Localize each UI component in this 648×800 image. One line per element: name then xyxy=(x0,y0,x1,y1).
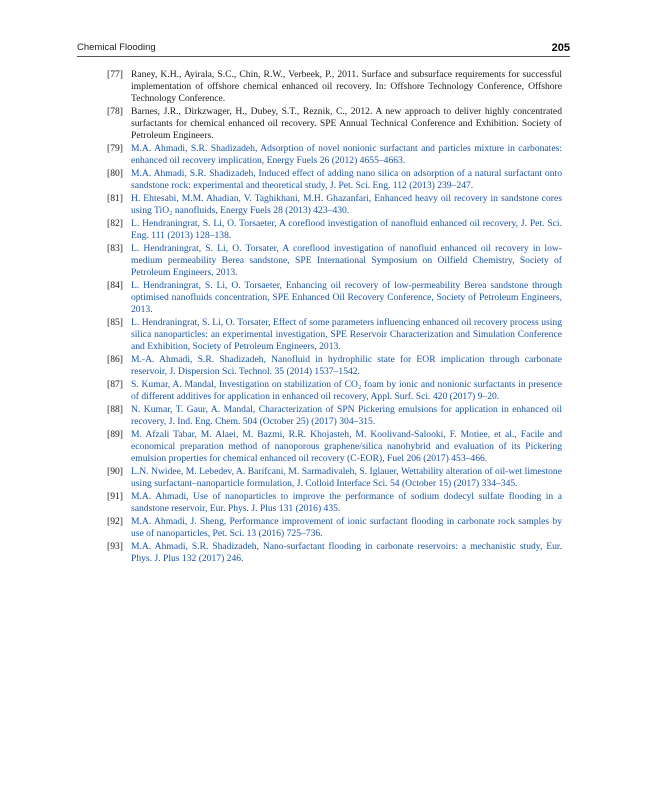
reference-link-text[interactable]: L. Hendraningrat, S. Li, O. Torsater, A coreflood investigation of nanofluid enhanced oil recovery in low-medium permeability Berea sandstone, SPE International Symposium on Oilfield Chemistry, Society of Petroleum Engineers, 2013. xyxy=(131,243,562,278)
reference-item[interactable] xyxy=(107,516,562,540)
reference-number: [80] xyxy=(107,168,123,179)
reference-number: [87] xyxy=(107,379,123,390)
reference-number: [86] xyxy=(107,354,123,365)
reference-number: [93] xyxy=(107,541,123,552)
reference-link-text[interactable]: N. Kumar, T. Gaur, A. Mandal, Characterization of SPN Pickering emulsions for application in enhanced oil recovery, J. Ind. Eng. Chem. 504 (October 25) (2017) 304–315. xyxy=(131,404,562,427)
reference-item[interactable] xyxy=(107,280,562,316)
reference-number: [79] xyxy=(107,143,123,154)
reference-item xyxy=(107,106,562,142)
reference-number: [88] xyxy=(107,404,123,415)
reference-item[interactable] xyxy=(107,168,562,192)
reference-link-text[interactable]: L. Hendraningrat, S. Li, O. Torsaeter, Enhancing oil recovery of low-permeability Berea sandstone through optimised nanofluids concentration, SPE Enhanced Oil Recovery Conference, Society of Petroleum Engineers, 2013. xyxy=(131,280,562,315)
reference-item[interactable] xyxy=(107,379,562,403)
reference-number: [78] xyxy=(107,106,123,117)
reference-link-text[interactable]: M.A. Ahmadi, S.R. Shadizadeh, Induced effect of adding nano silica on adsorption of a natural surfactant onto sandstone rock: experimental and theoretical study, J. Pet. Sci. Eng. 112 (2013) 239–247. xyxy=(131,168,562,191)
running-header xyxy=(77,40,570,57)
page-number: 205 xyxy=(551,42,570,54)
reference-number: [92] xyxy=(107,516,123,527)
reference-link-text[interactable]: S. Kumar, A. Mandal, Investigation on stabilization of CO₂ foam by ionic and nonionic surfactants in presence of different additives for application in enhanced oil recovery, Appl. Surf. Sci. 420 (2017) 9–20. xyxy=(131,379,562,402)
reference-item[interactable] xyxy=(107,317,562,353)
reference-item[interactable] xyxy=(107,404,562,428)
reference-item[interactable] xyxy=(107,193,562,217)
reference-item[interactable] xyxy=(107,429,562,465)
reference-number: [81] xyxy=(107,193,123,204)
reference-number: [89] xyxy=(107,429,123,440)
reference-text: Raney, K.H., Ayirala, S.C., Chin, R.W., Verbeek, P., 2011. Surface and subsurface requirements for successful implementation of offshore chemical enhanced oil recovery. In: Offshore Technology Conference, Offshore Technology Conference. xyxy=(131,69,562,104)
reference-item[interactable] xyxy=(107,143,562,167)
reference-item[interactable] xyxy=(107,541,562,565)
reference-link-text[interactable]: M.-A. Ahmadi, S.R. Shadizadeh, Nanofluid in hydrophilic state for EOR implication through carbonate reservoir, J. Dispersion Sci. Technol. 35 (2014) 1537–1542. xyxy=(131,354,562,377)
reference-item xyxy=(107,69,562,105)
reference-number: [85] xyxy=(107,317,123,328)
reference-item[interactable] xyxy=(107,218,562,242)
reference-number: [83] xyxy=(107,243,123,254)
reference-link-text[interactable]: M.A. Ahmadi, S.R. Shadizadeh, Nano-surfactant flooding in carbonate reservoirs: a mechanistic study, Eur. Phys. J. Plus 132 (2017) 246. xyxy=(131,541,562,564)
reference-item[interactable] xyxy=(107,243,562,279)
reference-link-text[interactable]: L.N. Nwidee, M. Lebedev, A. Barifcani, M. Sarmadivaleh, S. Iglauer, Wettability alteration of oil-wet limestone using surfactant–nanoparticle formulation, J. Colloid Interface Sci. 54 (October 15) (2017) 334–345. xyxy=(131,466,562,489)
reference-number: [91] xyxy=(107,491,123,502)
reference-link-text[interactable]: H. Ehtesabi, M.M. Ahadian, V. Taghikhani, M.H. Ghazanfari, Enhanced heavy oil recovery in sandstone cores using TiO₂ nanofluids, Energy Fuels 28 (2013) 423–430. xyxy=(131,193,562,216)
reference-link-text[interactable]: M.A. Ahmadi, S.R. Shadizadeh, Adsorption of novel nonionic surfactant and particles mixture in carbonates: enhanced oil recovery implication, Energy Fuels 26 (2012) 4655–4663. xyxy=(131,143,562,166)
reference-item[interactable] xyxy=(107,491,562,515)
reference-number: [84] xyxy=(107,280,123,291)
reference-link-text[interactable]: M.A. Ahmadi, Use of nanoparticles to improve the performance of sodium dodecyl sulfate flooding in a sandstone reservoir, Eur. Phys. J. Plus 131 (2016) 435. xyxy=(131,491,562,514)
reference-list xyxy=(107,69,562,566)
reference-number: [90] xyxy=(107,466,123,477)
section-title: Chemical Flooding xyxy=(77,42,156,53)
reference-link-text[interactable]: L. Hendraningrat, S. Li, O. Torsaeter, A coreflood investigation of nanofluid enhanced oil recovery, J. Pet. Sci. Eng. 111 (2013) 128–138. xyxy=(131,218,562,241)
reference-link-text[interactable]: M. Afzali Tabar, M. Alaei, M. Bazmi, R.R. Khojasteh, M. Koolivand-Salooki, F. Motiee, et al., Facile and economical preparation method of nanoporous graphene/silica nanohybrid and evaluation of its Pickering emulsion properties for chemical enhanced oil recovery (C-EOR), Fuel 206 (2017) 453–466. xyxy=(131,429,562,464)
reference-link-text[interactable]: L. Hendraningrat, S. Li, O. Torsater, Effect of some parameters influencing enhanced oil recovery process using silica nanoparticles: an experimental investigation, SPE Reservoir Characterization and Simulation Conference and Exhibition, Society of Petroleum Engineers, 2013. xyxy=(131,317,562,352)
reference-number: [82] xyxy=(107,218,123,229)
reference-number: [77] xyxy=(107,69,123,80)
reference-text: Barnes, J.R., Dirkzwager, H., Dubey, S.T., Reznik, C., 2012. A new approach to deliver highly concentrated surfactants for chemical enhanced oil recovery. SPE Annual Technical Conference and Exhibition. Society of Petroleum Engineers. xyxy=(131,106,562,141)
reference-item[interactable] xyxy=(107,466,562,490)
reference-link-text[interactable]: M.A. Ahmadi, J. Sheng, Performance improvement of ionic surfactant flooding in carbonate rock samples by use of nanoparticles, Pet. Sci. 13 (2016) 725–736. xyxy=(131,516,562,539)
reference-item[interactable] xyxy=(107,354,562,378)
